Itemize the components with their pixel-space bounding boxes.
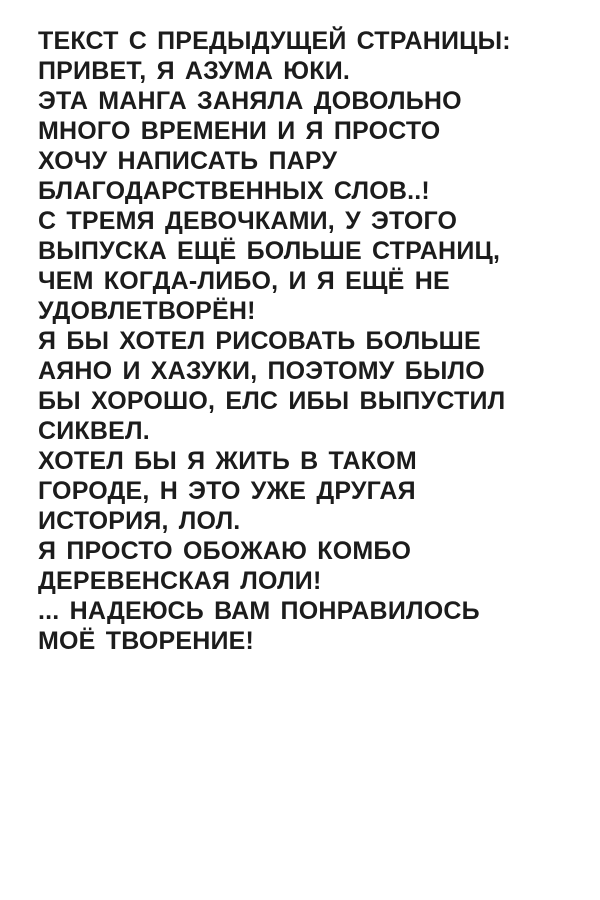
text-line: БЫ ХОРОШО, ЕЛС ИБЫ ВЫПУСТИЛ	[38, 387, 506, 415]
text-line: ИСТОРИЯ, ЛОЛ.	[38, 507, 241, 535]
text-line: ... НАДЕЮСЬ ВАМ ПОНРАВИЛОСЬ	[38, 597, 480, 625]
text-line: ЭТА МАНГА ЗАНЯЛА ДОВОЛЬНО	[38, 87, 462, 115]
text-line: ХОЧУ НАПИСАТЬ ПАРУ	[38, 147, 338, 175]
text-line: БЛАГОДАРСТВЕННЫХ СЛОВ..!	[38, 177, 430, 205]
text-line: ГОРОДЕ, Н ЭТО УЖЕ ДРУГАЯ	[38, 477, 416, 505]
text-line: С ТРЕМЯ ДЕВОЧКАМИ, У ЭТОГО	[38, 207, 458, 235]
text-line: Я БЫ ХОТЕЛ РИСОВАТЬ БОЛЬШЕ	[38, 327, 481, 355]
afterword-text-block	[38, 26, 578, 656]
text-line: ХОТЕЛ БЫ Я ЖИТЬ В ТАКОМ	[38, 447, 417, 475]
text-line: ТЕКСТ С ПРЕДЫДУЩЕЙ СТРАНИЦЫ:	[38, 27, 511, 55]
text-line: СИКВЕЛ.	[38, 417, 150, 445]
text-line: ЧЕМ КОГДА-ЛИБО, И Я ЕЩЁ НЕ	[38, 267, 450, 295]
text-line: АЯНО И ХАЗУКИ, ПОЭТОМУ БЫЛО	[38, 357, 485, 385]
text-line: ВЫПУСКА ЕЩЁ БОЛЬШЕ СТРАНИЦ,	[38, 237, 501, 265]
text-line: ДЕРЕВЕНСКАЯ ЛОЛИ!	[38, 567, 322, 595]
text-line: Я ПРОСТО ОБОЖАЮ КОМБО	[38, 537, 412, 565]
text-line: МНОГО ВРЕМЕНИ И Я ПРОСТО	[38, 117, 441, 145]
text-line: МОЁ ТВОРЕНИЕ!	[38, 627, 255, 655]
text-line: ПРИВЕТ, Я АЗУМА ЮКИ.	[38, 57, 351, 85]
text-line: УДОВЛЕТВОРЁН!	[38, 297, 256, 325]
